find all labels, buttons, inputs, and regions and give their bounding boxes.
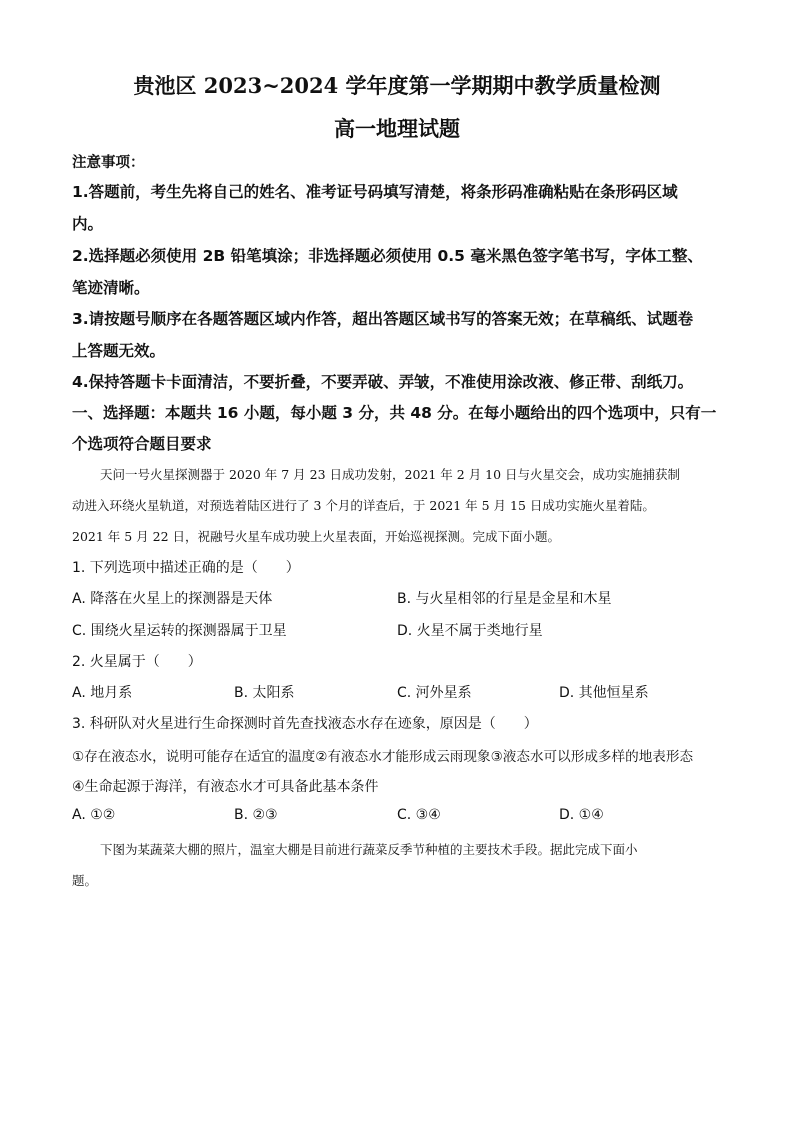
notice-line: 内。	[72, 215, 104, 233]
notice-line: 4.保持答题卡卡面清洁，不要折叠，不要弄破、弄皱，不准使用涂改液、修正带、刮纸刀。	[72, 373, 694, 391]
passage-line: 2021 年 5 月 22 日，祝融号火星车成功驶上火星表面，开始巡视探测。完成下面小题。	[72, 529, 561, 544]
passage-line: 题。	[72, 873, 98, 888]
question-1-stem: 1. 下列选项中描述正确的是（ ）	[72, 560, 300, 576]
section-heading: 一、选择题：本题共 16 小题，每小题 3 分，共 48 分。在每小题给出的四个选项中，只有一	[72, 404, 717, 422]
passage-line: 动进入环绕火星轨道，对预选着陆区进行了 3 个月的详查后，于 2021 年 5 月 15 日成功实施火星着陆。	[72, 498, 655, 513]
exam-subtitle: 高一地理试题	[334, 116, 460, 141]
notice-line: 上答题无效。	[72, 342, 166, 360]
q3-option-c: C. ③④	[397, 807, 441, 823]
q3-statements: ①存在液态水，说明可能存在适宜的温度②有液态水才能形成云雨现象③液态水可以形成多样的地表形态	[72, 749, 694, 765]
question-3-stem: 3. 科研队对火星进行生命探测时首先查找液态水存在迹象，原因是（ ）	[72, 716, 538, 732]
q1-option-c: C. 围绕火星运转的探测器属于卫星	[72, 623, 287, 639]
q3-option-a: A. ①②	[72, 807, 116, 823]
q3-option-d: D. ①④	[559, 807, 604, 823]
notice-heading: 注意事项：	[72, 155, 145, 171]
q2-option-c: C. 河外星系	[397, 685, 472, 701]
q2-option-d: D. 其他恒星系	[559, 685, 649, 701]
q1-option-a: A. 降落在火星上的探测器是天体	[72, 591, 273, 607]
q3-statements-cont: ④生命起源于海洋，有液态水才可具备此基本条件	[72, 779, 379, 795]
exam-title: 贵池区 2023~2024 学年度第一学期期中教学质量检测	[133, 73, 661, 98]
q2-option-a: A. 地月系	[72, 685, 133, 701]
notice-line: 2.选择题必须使用 2B 铅笔填涂；非选择题必须使用 0.5 毫米黑色签字笔书写，字体工整、	[72, 247, 703, 265]
notice-line: 1.答题前，考生先将自己的姓名、准考证号码填写清楚，将条形码准确粘贴在条形码区域	[72, 183, 678, 201]
notice-line: 笔迹清晰。	[72, 279, 150, 297]
section-heading-cont: 个选项符合题目要求	[72, 435, 212, 453]
passage-line: 下图为某蔬菜大棚的照片，温室大棚是目前进行蔬菜反季节种植的主要技术手段。据此完成下面小	[100, 842, 638, 857]
q2-option-b: B. 太阳系	[234, 685, 295, 701]
q1-option-b: B. 与火星相邻的行星是金星和木星	[397, 591, 612, 607]
notice-line: 3.请按题号顺序在各题答题区域内作答，超出答题区域书写的答案无效；在草稿纸、试题卷	[72, 310, 694, 328]
q3-option-b: B. ②③	[234, 807, 278, 823]
q1-option-d: D. 火星不属于类地行星	[397, 623, 543, 639]
question-2-stem: 2. 火星属于（ ）	[72, 654, 202, 670]
passage-line: 天问一号火星探测器于 2020 年 7 月 23 日成功发射，2021 年 2 月 10 日与火星交会，成功实施捕获制	[100, 467, 681, 482]
